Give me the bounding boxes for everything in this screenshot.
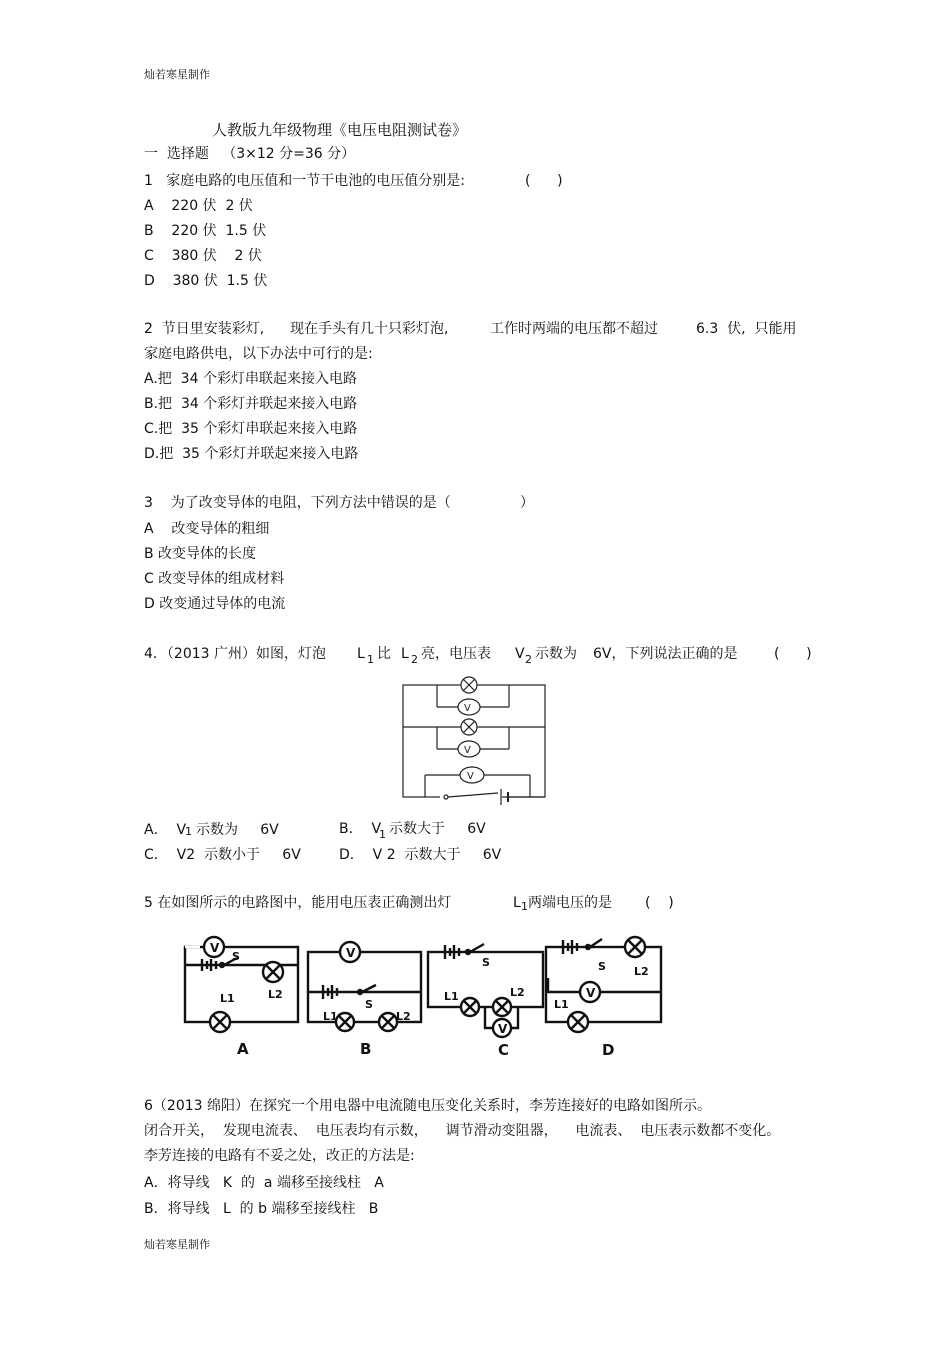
document-title: 人教版九年级物理《电压电阻测试卷》 — [212, 121, 468, 139]
q2-option-a: A.把 34 个彩灯串联起来接入电路 — [144, 371, 357, 387]
q5-label-c: C — [498, 1041, 510, 1059]
q4-voltmeter-v2: V — [515, 646, 525, 662]
q4-lamp-l1: L — [357, 646, 365, 662]
q2-option-b: B.把 34 个彩灯并联起来接入电路 — [144, 396, 358, 412]
q4-option-a: A． V — [144, 822, 187, 838]
q5-a-switch: S — [232, 950, 240, 963]
q6-line1: 6（2013 绵阳）在探究一个用电器中电流随电压变化关系时，李芳连接好的电路如图所示。 — [144, 1098, 711, 1114]
q5-d-meter: V — [586, 986, 596, 1000]
q6-line3: 李芳连接的电路有不妥之处，改正的方法是: — [144, 1148, 415, 1164]
q2-stem-part1: 2 节日里安装彩灯, — [144, 321, 265, 337]
q4-meter-label-2: V — [464, 745, 471, 756]
q5-a-meter: V — [210, 941, 220, 955]
q1-answer-paren: ( ) — [525, 173, 563, 189]
q1-stem: 1 家庭电路的电压值和一节干电池的电压值分别是: — [144, 173, 465, 189]
q1-option-a: A 220 伏 2 伏 — [144, 198, 253, 214]
q2-stem-part3: 工作时两端的电压都不超过 — [490, 321, 658, 337]
q4-meter-label-1: V — [464, 703, 471, 714]
q5-d-l2: L2 — [634, 965, 649, 978]
section-heading: 一 选择题 （3×12 分=36 分） — [144, 146, 356, 162]
q5-a-l1: L1 — [220, 992, 235, 1005]
q4-option-a-sub: 1 — [185, 825, 192, 838]
q5-d-l1: L1 — [554, 998, 569, 1011]
q5-stem: 5 在如图所示的电路图中，能用电压表正确测出灯 — [144, 895, 452, 911]
footer-watermark: 灿若寒星制作 — [144, 1238, 210, 1251]
q5-b-l1: L1 — [323, 1010, 338, 1023]
q1-option-b: B 220 伏 1.5 伏 — [144, 223, 267, 239]
q5-b-meter: V — [346, 946, 356, 960]
q5-label-a: A — [237, 1040, 249, 1058]
q3-option-b: B 改变导体的长度 — [144, 546, 257, 562]
header-watermark: 灿若寒星制作 — [144, 68, 210, 81]
q4-circuit-diagram — [400, 683, 550, 803]
q2-option-d: D.把 35 个彩灯并联起来接入电路 — [144, 446, 359, 462]
q3-stem: 3 为了改变导体的电阻，下列方法中错误的是（ — [144, 495, 451, 511]
q5-stem-part2: 两端电压的是 — [528, 895, 612, 911]
q5-a-l2: L2 — [268, 988, 283, 1001]
q5-lamp-l1-sub: 1 — [521, 900, 528, 913]
q5-c-meter: V — [498, 1022, 508, 1036]
q5-c-l2: L2 — [510, 986, 525, 999]
q4-lamp-l1-sub: 1 — [367, 653, 374, 666]
q3-option-a: A 改变导体的粗细 — [144, 521, 270, 537]
q5-c-l1: L1 — [444, 990, 459, 1003]
q2-option-c: C.把 35 个彩灯串联起来接入电路 — [144, 421, 358, 437]
q4-stem-part2: 亮，电压表 — [421, 646, 491, 662]
q5-b-l2: L2 — [396, 1010, 411, 1023]
q5-c-switch: S — [482, 956, 490, 969]
q4-compare: 比 — [377, 646, 391, 662]
q4-option-c: C． V2 示数小于 6V — [144, 847, 301, 863]
q5-lamp-l1: L — [513, 895, 521, 911]
q4-stem-part4: 6V，下列说法正确的是 — [593, 646, 738, 662]
q2-stem-part2: 现在手头有几十只彩灯泡, — [290, 321, 449, 337]
q6-line2: 闭合开关， 发现电流表、 电压表均有示数， 调节滑动变阻器， 电流表、 电压表示数都不变化。 — [144, 1123, 781, 1139]
q4-option-b: B． V — [339, 821, 382, 837]
q4-option-b-text: 示数大于 6V — [389, 821, 486, 837]
q3-option-d: D 改变通过导体的电流 — [144, 596, 286, 612]
q3-paren-close: ） — [520, 495, 534, 511]
q6-option-b: B．将导线 L 的 b 端移至接线柱 B — [144, 1201, 379, 1217]
q5-label-d: D — [602, 1041, 615, 1059]
q4-lamp-l2-sub: 2 — [411, 653, 418, 666]
q1-option-d: D 380 伏 1.5 伏 — [144, 273, 268, 289]
q3-option-c: C 改变导体的组成材料 — [144, 571, 285, 587]
q5-label-b: B — [360, 1040, 372, 1058]
q1-option-c: C 380 伏 2 伏 — [144, 248, 262, 264]
q6-option-a: A．将导线 K 的 a 端移至接线柱 A — [144, 1175, 384, 1191]
q4-option-a-text: 示数为 6V — [196, 822, 279, 838]
q5-answer-paren: ( ) — [645, 895, 674, 911]
q2-stem-part4: 6.3 伏, 只能用 — [696, 321, 797, 337]
q4-stem-part3: 示数为 — [535, 646, 577, 662]
q4-answer-paren: ( ) — [774, 646, 812, 662]
q4-option-d: D． V 2 示数大于 6V — [339, 847, 502, 863]
q4-lamp-l2: L — [401, 646, 409, 662]
q4-stem-part1: 4．（2013 广州）如图，灯泡 — [144, 646, 326, 662]
q4-option-b-sub: 1 — [379, 828, 386, 841]
q4-meter-label-3: V — [467, 771, 474, 782]
q2-stem-line2: 家庭电路供电，以下办法中可行的是: — [144, 346, 373, 362]
q5-b-switch: S — [365, 998, 373, 1011]
q4-voltmeter-v2-sub: 2 — [525, 653, 532, 666]
q5-circuit-diagrams — [180, 930, 670, 1060]
q5-d-switch: S — [598, 960, 606, 973]
